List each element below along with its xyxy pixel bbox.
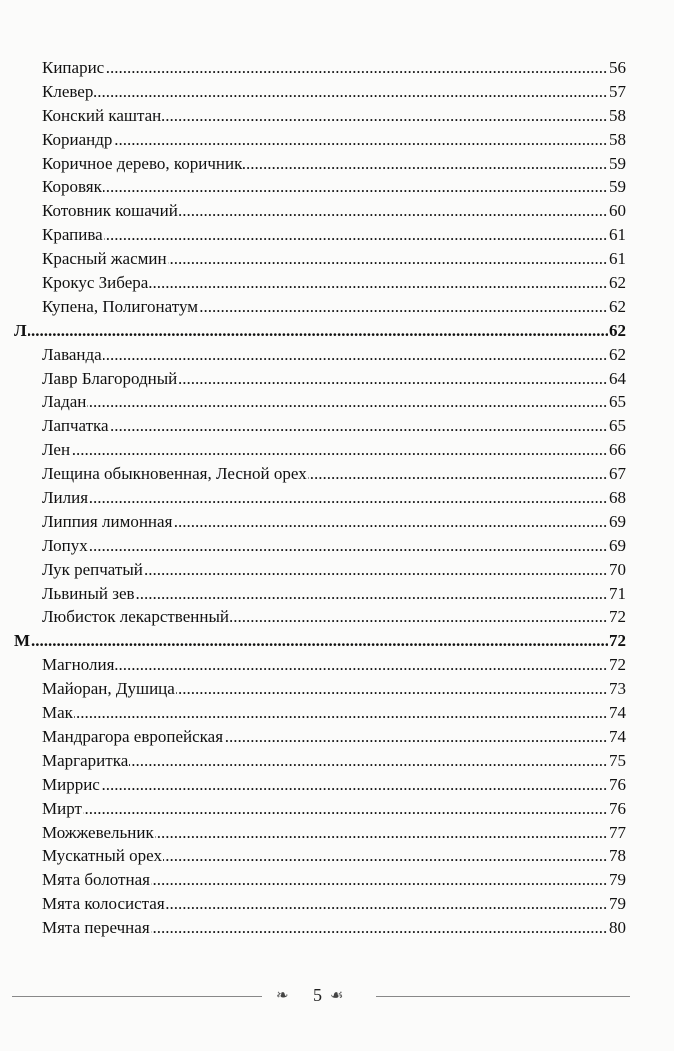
toc-entry-page: 68 [608,486,626,510]
toc-entry-page: 75 [608,749,626,773]
toc-entry-label: Липпия лимонная [42,511,173,531]
footer-rule-right [376,996,630,997]
toc-entry-label: Лук репчатый [42,559,143,579]
toc-entry-label: Ладан [42,392,87,412]
leader-dots [42,175,626,199]
toc-entry-label: Мускатный орех [42,846,162,866]
toc-entry-label: Л [14,320,27,340]
toc-entry [42,152,626,176]
toc-entry-label: Мята колосистая [42,894,165,914]
toc-entry-page: 65 [608,390,626,414]
leader-dots [42,414,626,438]
toc-entry [42,104,626,128]
toc-entry-page: 72 [608,629,626,653]
toc-entry [42,821,626,845]
toc-entry-page: 59 [608,175,626,199]
toc-entry [42,128,626,152]
leader-dots [42,343,626,367]
toc-entry [42,773,626,797]
toc-entry-label: Котовник кошачий [42,201,178,221]
toc-entry [42,80,626,104]
toc-entry-label: Клевер [42,81,94,101]
toc-entry [42,701,626,725]
toc-entry-page: 72 [608,653,626,677]
toc-entry [42,486,626,510]
toc-entry [42,414,626,438]
toc-entry [42,749,626,773]
toc-entry-label: Магнолия [42,655,115,675]
toc-entry [42,677,626,701]
toc-entry-page: 78 [608,844,626,868]
toc-entry [42,223,626,247]
leader-dots [42,56,626,80]
toc-entry-label: Лопух [42,535,88,555]
toc-entry [42,605,626,629]
toc-entry [42,462,626,486]
toc-entry [42,534,626,558]
toc-entry [42,797,626,821]
ornament-left-icon: ❧ [276,988,289,1004]
toc-entry-page: 69 [608,510,626,534]
toc-entry-page: 73 [608,677,626,701]
toc-entry-page: 56 [608,56,626,80]
page-number: 5 [313,985,322,1005]
toc-entry-page: 62 [608,271,626,295]
toc-entry-label: Лилия [42,488,89,508]
toc-entry [42,892,626,916]
toc-entry-label: Мак [42,703,73,723]
leader-dots [42,653,626,677]
toc-entry-label: Крапива [42,225,103,245]
leader-dots [42,80,626,104]
leader-dots [42,128,626,152]
leader-dots [42,701,626,725]
leader-dots [42,773,626,797]
toc-entry-page: 61 [608,223,626,247]
toc-entry [42,199,626,223]
toc-entry-label: Маргаритка [42,750,129,770]
toc-entry-label: Коровяк [42,177,102,197]
toc-entry-label: Кипарис [42,58,105,77]
leader-dots [42,486,626,510]
toc-entry-label: Купена, Полигонатум [42,296,198,316]
toc-entry-label: Можжевельник [42,822,154,842]
toc-entry [42,844,626,868]
toc-entry-page: 61 [608,247,626,271]
toc-entry-label: Кориандр [42,129,113,149]
toc-entry-page: 79 [608,868,626,892]
footer-rule-left [12,996,262,997]
toc-entry-page: 62 [608,343,626,367]
toc-entry-page: 58 [608,128,626,152]
leader-dots [42,223,626,247]
toc-entry-page: 71 [608,582,626,606]
toc-entry-page: 74 [608,701,626,725]
toc-entry [42,295,626,319]
page-footer [0,984,674,1008]
toc-entry-page: 67 [608,462,626,486]
toc-entry-page: 77 [608,821,626,845]
toc-entry [42,653,626,677]
toc-entry-page: 70 [608,558,626,582]
leader-dots [42,749,626,773]
leader-dots [42,797,626,821]
toc-entry-label: Лаванда [42,344,102,364]
toc-entry-page: 59 [608,152,626,176]
toc-entry-label: Мята перечная [42,918,150,938]
toc-entry [42,175,626,199]
toc-entry [42,390,626,414]
leader-dots [14,629,626,653]
toc-entry-page: 58 [608,104,626,128]
toc-entry [42,725,626,749]
toc-entry [42,56,626,80]
toc-entry-label: Красный жасмин [42,249,167,269]
toc-entry [42,438,626,462]
leader-dots [14,319,626,343]
toc-entry-label: Мята болотная [42,870,150,890]
toc-entry-label: Любисток лекарственный [42,607,229,627]
leader-dots [42,390,626,414]
ornament-right-icon: ☙ [330,988,344,1004]
toc-entry-page: 79 [608,892,626,916]
toc-entry [42,343,626,367]
toc-entry-label: Коричное дерево, коричник [42,153,243,173]
toc-entry-label: Мирт [42,798,82,818]
toc-entry-label: Лещина обыкновенная, Лесной орех [42,464,307,484]
toc-entry-label: Конский каштан [42,105,162,125]
toc-entry-page: 62 [608,319,626,343]
table-of-contents [0,56,674,940]
toc-entry-page: 80 [608,916,626,940]
toc-entry-label: Майоран, Душица [42,679,175,699]
toc-entry-page: 65 [608,414,626,438]
toc-entry [42,916,626,940]
toc-entry [42,367,626,391]
leader-dots [42,438,626,462]
toc-entry [42,271,626,295]
toc-entry-label: Львиный зев [42,583,135,603]
leader-dots [42,534,626,558]
toc-entry [42,868,626,892]
toc-entry-label: Лавр Благородный [42,368,178,388]
toc-entry [42,510,626,534]
toc-entry [42,558,626,582]
toc-section-heading [14,629,626,653]
toc-entry-page: 76 [608,773,626,797]
toc-entry-label: Лен [42,440,71,460]
toc-entry-page: 60 [608,199,626,223]
toc-entry-page: 62 [608,295,626,319]
toc-entry-page: 64 [608,367,626,391]
toc-entry-page: 76 [608,797,626,821]
toc-entry [42,247,626,271]
toc-entry [42,582,626,606]
toc-entry-label: Лапчатка [42,416,109,436]
toc-entry-label: М [14,631,31,651]
toc-entry-page: 72 [608,605,626,629]
toc-section-heading [14,319,626,343]
toc-entry-label: Крокус Зибера [42,273,149,293]
toc-entry-page: 66 [608,438,626,462]
toc-entry-page: 69 [608,534,626,558]
toc-entry-label: Мандрагора европейская [42,726,224,746]
toc-entry-page: 74 [608,725,626,749]
toc-entry-label: Миррис [42,774,100,794]
toc-entry-page: 57 [608,80,626,104]
